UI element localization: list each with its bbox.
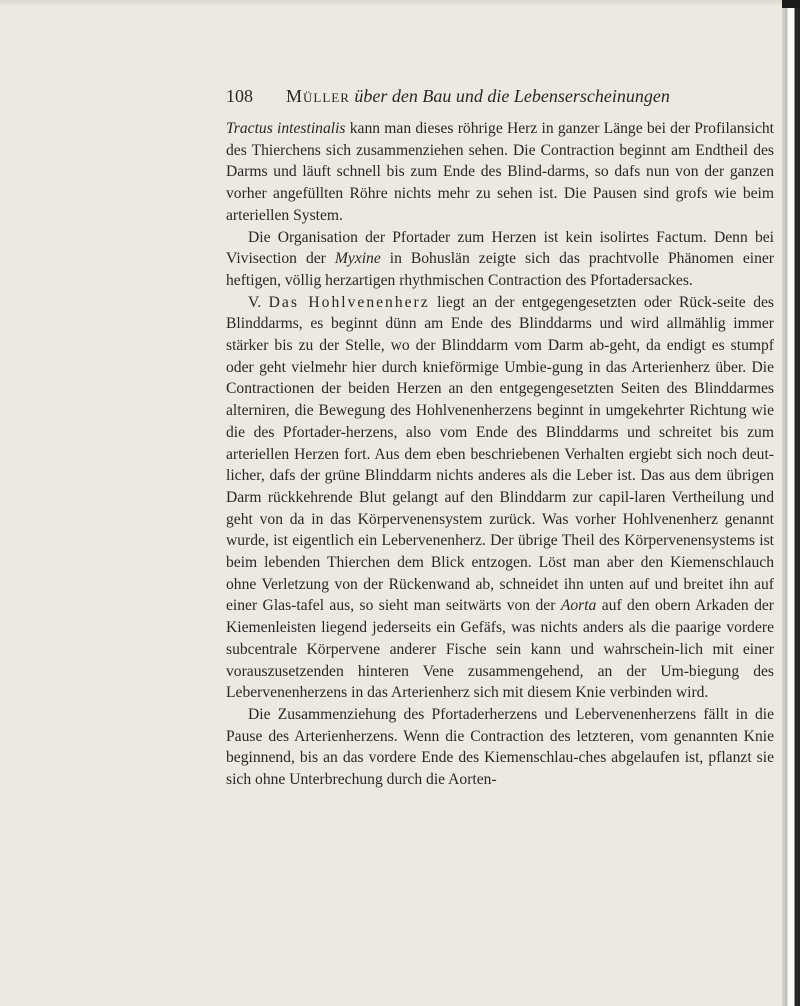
paragraph-4 <box>226 704 774 791</box>
page-top-edge <box>0 0 782 6</box>
body-text <box>226 118 774 791</box>
term-hohlvenenherz: Das Hohlvenenherz <box>268 293 430 311</box>
paragraph-3-text-a: liegt an der entgegengesetzten oder Rück-seite des Blinddarms, es beginnt dünn am Ende des Blinddarms und wird allmählig immer stärker bis zu der Stelle, wo der Blinddarm vom Darm ab-geht, da endigt es stumpf oder geht vielmehr hier durch knieförmige Umbie-gung in das Arterienherz über. Die Contractionen der beiden Herzen an den entgegengesetzten Seiten des Blinddarmes alterniren, die Bewegung des Hohlvenenherzens beginnt in umgekehrter Richtung wie die des Pfortader-herzens, also vom Ende des Blinddarms und schreitet bis zum arteriellen Herzen fort. Aus dem eben beschriebenen Verhalten ergiebt sich noch deut-licher, dafs der grüne Blinddarm nichts anderes als die Leber ist. Das aus dem übrigen Darm rückkehrende Blut gelangt auf den Blinddarm zur capil-laren Vertheilung und geht von da in das Körpervenensystem zurück. Was vorher Hohlvenenherz genannt wurde, ist eigentlich ein Lebervenenherz. Der übrige Theil des Körpervenensystems ist beim lebenden Thierchen dem Blick entzogen. Löst man aber den Kiemenschlauch ohne Verletzung von der Rückenwand ab, schneidet ihn unten auf und breitet ihn auf einer Glas-tafel aus, so sieht man seitwärts von der <box>226 293 774 615</box>
section-numeral: V. <box>248 293 269 311</box>
paragraph-2 <box>226 227 774 292</box>
running-title-author: Müller <box>286 86 350 106</box>
running-title <box>286 82 670 110</box>
paragraph-1-text: kann man dieses röhrige Herz in ganzer Länge bei der Profilansicht des Thierchens sich zusammenziehen sehen. Die Contraction beginnt am Endtheil des Darms und läuft schnell bis zum Ende des Blind-darms, so dafs nun von der ganzen vorher angefüllten Röhre nichts mehr zu sehen ist. Die Pausen sind grofs wie beim arteriellen System. <box>226 120 774 224</box>
running-title-text: über den Bau und die Lebenserscheinungen <box>354 86 670 106</box>
term-myxine: Myxine <box>334 250 381 268</box>
paragraph-1 <box>226 118 774 227</box>
page-number: 108 <box>226 86 253 106</box>
paragraph-3-text-b: auf den obern Arkaden der Kiemenleisten liegend jederseits ein Gefäfs, was nichts anders als die paarige vordere subcentrale Körpervene anderer Fische sein kann und wahrschein-lich mit einer vorauszusetzenden hinteren Vene zusammengehend, an der Um-biegung des Lebervenenherzens in das Arterienherz sich mit diesem Knie verbinden wird. <box>226 597 774 702</box>
term-aorta: Aorta <box>560 597 597 615</box>
paragraph-3 <box>226 292 774 704</box>
book-spine-edge <box>782 0 800 1006</box>
paragraph-4-text: Die Zusammenziehung des Pfortaderherzens und Lebervenenherzens fällt in die Pause des Arterienherzens. Wenn die Contraction des letzteren, vom genannten Knie beginnend, bis an das vordere Ende des Kiemenschlau-ches abgelaufen ist, pflanzt sie sich ohne Unterbrechung durch die Aorten- <box>226 705 774 789</box>
paragraph-2-text-b: in Bohuslän zeigte sich das prachtvolle Phänomen einer heftigen, völlig herzartigen rhythmischen Contraction des Pfortadersackes. <box>226 250 774 289</box>
running-header <box>226 82 686 110</box>
edge-marker <box>782 0 800 8</box>
paragraph-2-text-a: Die Organisation der Pfortader zum Herzen ist kein isolirtes Factum. Denn bei Vivisection der <box>226 228 774 268</box>
term-tractus-intestinalis: Tractus intestinalis <box>226 120 346 137</box>
